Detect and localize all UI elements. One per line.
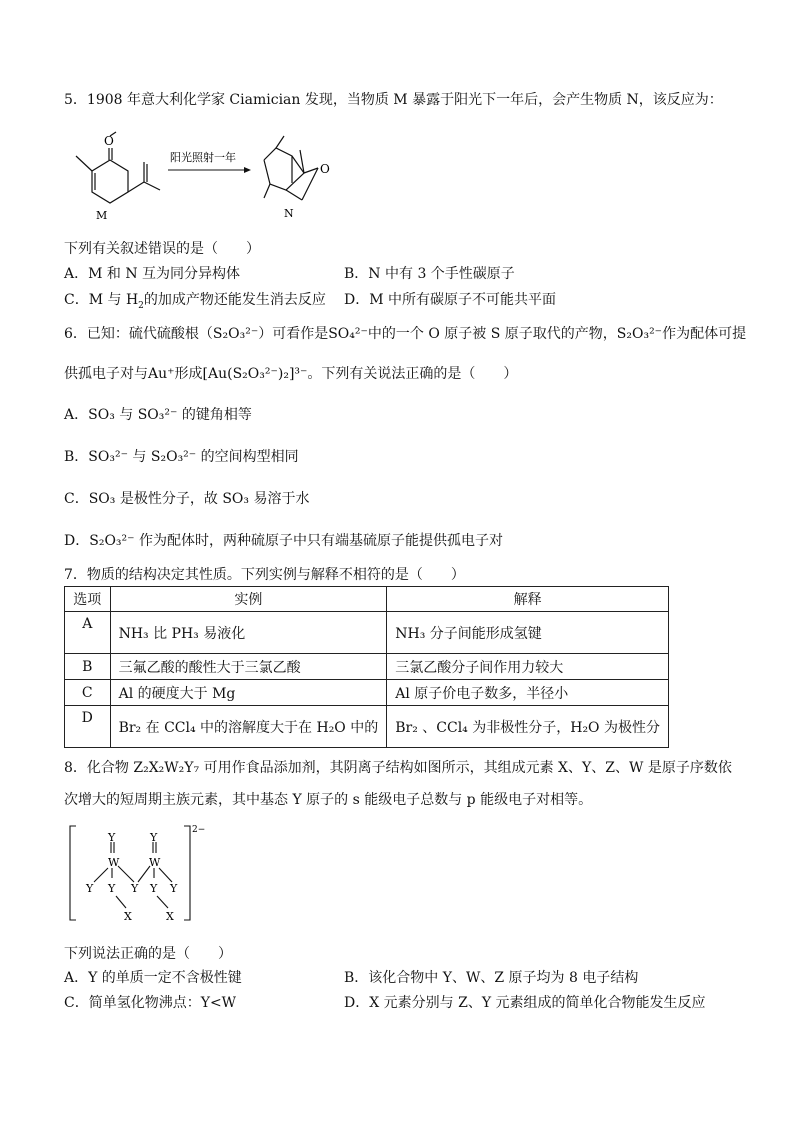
q6-line1: 6．已知：硫代硫酸根（S₂O₃²⁻）可看作是SO₄²⁻中的一个 O 原子被 S 原子取代的产物，S₂O₃²⁻作为配体可提 [64, 326, 747, 342]
svg-text:W: W [108, 856, 120, 869]
header-example: 实例 [110, 587, 387, 612]
q8-option-c: C．简单氢化物沸点：Y<W [64, 995, 237, 1011]
left-bracket [70, 826, 76, 920]
svg-text:Y: Y [131, 882, 139, 895]
q6-option-d: D．S₂O₃²⁻ 作为配体时，两种硫原子中只有端基硫原子能提供孤电子对 [64, 533, 503, 549]
svg-text:Y: Y [108, 831, 116, 844]
q5-option-c: C．M 与 $H_2$的加成产物还能发生消去反应 [64, 292, 326, 311]
arrow-head [244, 167, 251, 173]
arrow-label: 阳光照射一年 [170, 151, 236, 164]
label-n: N [284, 207, 294, 220]
svg-text:2−: 2− [192, 825, 206, 835]
m-oxygen: O [104, 134, 114, 148]
q8-option-b: B．该化合物中 Y、W、Z 原子均为 8 电子结构 [344, 970, 639, 986]
q6-line2: 供孤电子对与Au⁺形成[Au(S₂O₃²⁻)₂]³⁻。下列有关说法正确的是（ ） [64, 366, 518, 382]
table-row: B 三氟乙酸的酸性大于三氯乙酸 三氯乙酸分子间作用力较大 [65, 654, 669, 680]
molecule-n [264, 136, 318, 200]
table-row: D Br₂ 在 CCl₄ 中的溶解度大于在 H₂O 中的 Br₂ 、CCl₄ 为非极性分子，H₂O 为极性分 [65, 706, 669, 748]
n-oxygen: O [320, 162, 330, 176]
header-option: 选项 [65, 587, 111, 612]
q7-stem: 7．物质的结构决定其性质。下列实例与解释不相符的是（ ） [64, 567, 465, 583]
q8-line2: 次增大的短周期主族元素，其中基态 Y 原子的 s 能级电子总数与 p 能级电子对相等。 [64, 792, 593, 808]
anion-structure-diagram [64, 820, 224, 930]
svg-text:Y: Y [170, 882, 178, 895]
svg-text:W: W [149, 856, 161, 869]
q5-ask: 下列有关叙述错误的是（ ） [64, 241, 260, 257]
q5-option-d: D．M 中所有碳原子不可能共平面 [344, 292, 557, 308]
svg-text:X: X [124, 910, 132, 923]
q8-ask: 下列说法正确的是（ ） [64, 946, 232, 962]
svg-text:Y: Y [150, 831, 158, 844]
molecule-m [76, 132, 160, 203]
svg-text:Y: Y [86, 882, 94, 895]
q5-reaction-diagram [64, 128, 364, 228]
table-row: A NH₃ 比 PH₃ 易液化 NH₃ 分子间能形成氢键 [65, 612, 669, 654]
header-explanation: 解释 [387, 587, 669, 612]
q8-option-d: D．X 元素分别与 Z、Y 元素组成的简单化合物能发生反应 [344, 995, 706, 1011]
table-header-row [65, 587, 669, 612]
q6-option-a: A．SO₃ 与 SO₃²⁻ 的键角相等 [64, 407, 252, 423]
table-row: C Al 的硬度大于 Mg Al 原子价电子数多，半径小 [65, 680, 669, 706]
q8-option-a: A．Y 的单质一定不含极性键 [64, 970, 242, 986]
q5-option-b: B．N 中有 3 个手性碳原子 [344, 266, 515, 282]
svg-text:Y: Y [150, 882, 158, 895]
q5-stem: 5．1908 年意大利化学家 Ciamician 发现，当物质 M 暴露于阳光下一年后，会产生物质 N，该反应为： [64, 92, 723, 108]
svg-text:X: X [166, 910, 174, 923]
q8-line1: 8．化合物 Z₂X₂W₂Y₇ 可用作食品添加剂，其阴离子结构如图所示，其组成元素 X、Y、Z、W 是原子序数依 [64, 760, 732, 776]
right-bracket [184, 826, 190, 920]
label-m: M [96, 209, 108, 222]
q7-table [64, 586, 669, 748]
q6-option-c: C．SO₃ 是极性分子，故 SO₃ 易溶于水 [64, 491, 310, 507]
q5-option-a: A．M 和 N 互为同分异构体 [64, 266, 241, 282]
q6-option-b: B．SO₃²⁻ 与 S₂O₃²⁻ 的空间构型相同 [64, 449, 299, 465]
svg-text:Y: Y [108, 882, 116, 895]
